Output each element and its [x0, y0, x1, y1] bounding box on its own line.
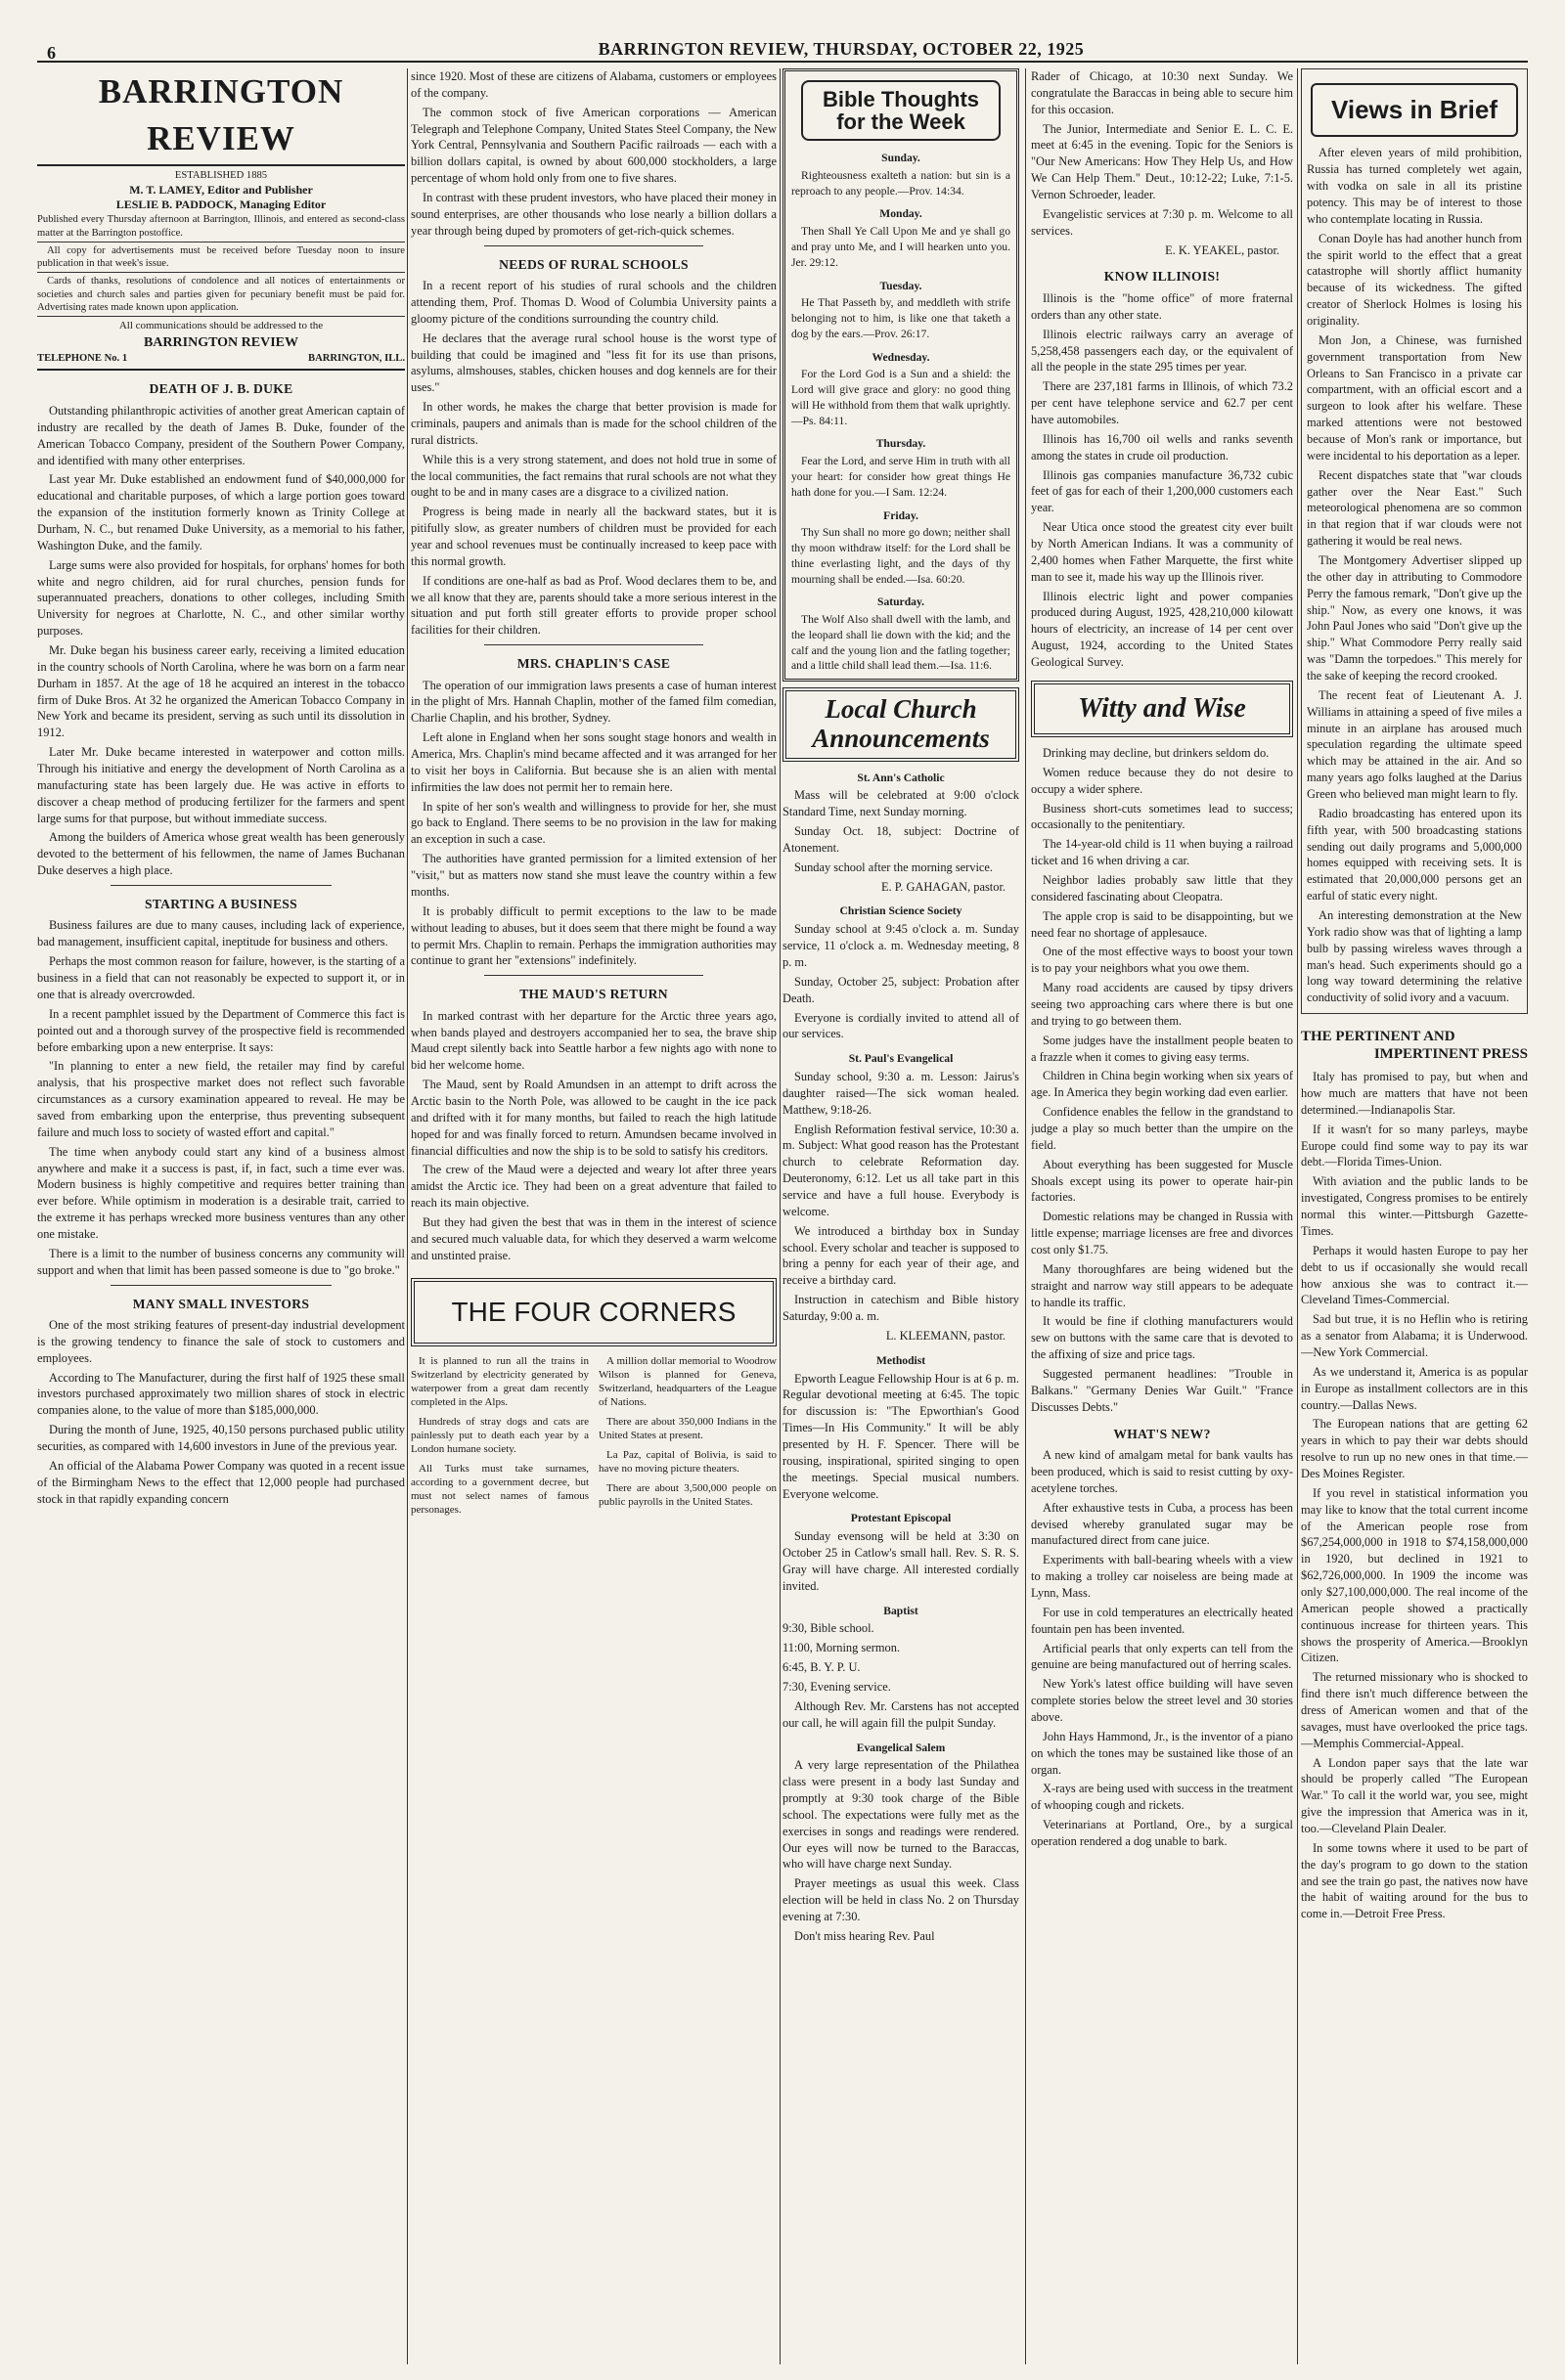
news-item: Artificial pearls that only experts can tell from the genuine are being manufactured out of herring scales. [1031, 1641, 1293, 1672]
paragraph: Prayer meetings as usual this week. Class election will be held in class No. 2 on Thursday evening at 7:30. [782, 1876, 1019, 1924]
verse: For the Lord God is a Sun and a shield: the Lord will give grace and glory: no good thing will He withhold from them that walk uprightly.—Ps. 84:11. [791, 368, 1010, 427]
paragraph: Illinois electric light and power companies produced during August, 1925, 428,210,000 kilowatt hours of electricity, an increase of 14 per cent over August, 1924, according to the United States Geological Survey. [1031, 589, 1293, 669]
quip: Some judges have the installment people beaten to a frazzle when it comes to giving easy terms. [1031, 1033, 1293, 1064]
church-name: Protestant Episcopal [850, 1512, 952, 1525]
paragraph: Perhaps the most common reason for failure, however, is the starting of a business in a field that can not reasonably be expected to support it, or in one that is already overcrowded. [37, 954, 405, 1001]
paragraph: Epworth League Fellowship Hour is at 6 p. m. Regular devotional meeting at 6:45. The topic for discussion is: "The Epworthian's Good Times—In His Community." It will be ably presented by H. F. Spencer. There will be rousing, inspirational, spirited singing to open the meetings. Special musical numbers. Everyone welcome. [782, 1371, 1019, 1501]
paragraph: In a recent report of his studies of rural schools and the children attending them, Prof. Thomas D. Wood of Columbia University paints a gloomy picture of the conditions surrounding the country child. [411, 279, 777, 326]
paragraph: A very large representation of the Philathea class were present in a body last Sunday and promptly at 9:30 took charge of the Bible school. The expectations were fully met as the exercises in songs and readings were rendered. Our eyes will now be turned to the Baraccas, who will have charge next Sunday. [782, 1758, 1019, 1872]
views-in-brief-box [1301, 68, 1528, 1014]
news-item: X-rays are being used with success in the treatment of whooping cough and rickets. [1031, 1782, 1293, 1813]
news-item: New York's latest office building will have seven complete stories below the street level and 30 stories above. [1031, 1677, 1293, 1724]
page-number: 6 [47, 43, 56, 63]
divider [111, 1285, 332, 1286]
four-corners [411, 1354, 777, 1523]
paragraph: All Turks must take surnames, according to a government decree, but must not select names of famous personages. [411, 1463, 589, 1517]
paragraph: The crew of the Maud were a dejected and weary lot after three years amidst the Arctic ice. They had been on a great adventure that failed to reach its main objective. [411, 1163, 777, 1211]
news-item: After exhaustive tests in Cuba, a process has been devised whereby granulated sugar may be manufactured direct from cane juice. [1031, 1500, 1293, 1548]
view-item: The recent feat of Lieutenant A. J. Williams in attaining a speed of five miles a minute in an airplane has aroused much speculation regarding the ultimate speed which may be attained in the air. And so many years ago folks laughed at the Darius Green who believed man might learn to fly. [1307, 687, 1522, 802]
day-label: Friday. [883, 508, 918, 522]
paragraph: There are 237,181 farms in Illinois, of which 73.2 per cent have telephone service and 62.7 per cent have automobiles. [1031, 379, 1293, 426]
paragraph: Illinois has 16,700 oil wells and ranks seventh among the states in crude oil production. [1031, 431, 1293, 463]
paragraph: Instruction in catechism and Bible history Saturday, 9:00 a. m. [782, 1293, 1019, 1324]
paragraph: But they had given the best that was in them in the interest of science and secured much valuable data, for which they deserved a warm welcome and unstinted praise. [411, 1215, 777, 1262]
paragraph: In contrast with these prudent investors, who have placed their money in sound enterprises, are other thousands who lose nearly a billion dollars a year through being duped by promoters of get-rich-quick schemes. [411, 191, 777, 238]
paragraph: Sunday, October 25, subject: Probation after Death. [782, 974, 1019, 1005]
paragraph: Sunday school after the morning service. [794, 859, 994, 874]
divider [111, 885, 332, 886]
paragraph: It is planned to run all the trains in Switzerland by electricity generated by waterpower from a great dam recently completed in the Alps. [411, 1354, 589, 1408]
press-quote: With aviation and the public lands to be investigated, Congress promises to be entirely normal this winter.—Pittsburgh Gazette-Times. [1301, 1174, 1528, 1238]
press-quote: The European nations that are getting 62 years in which to pay their war debts should resolve to run up no new ones in that time.—Des Moines Register. [1301, 1417, 1528, 1480]
press-quote: The returned missionary who is shocked to find there isn't much difference between the dress of American women and that of the savages, must have overlooked the price tags.—Memphis Commercial-Appeal. [1301, 1670, 1528, 1750]
masthead-title: BARRINGTON REVIEW [37, 68, 405, 166]
paragraph: since 1920. Most of these are citizens of Alabama, customers or employees of the company. [411, 69, 777, 100]
paragraph: Illinois is the "home office" of more fraternal orders than any other state. [1031, 290, 1293, 322]
pastor-signature: L. KLEEMANN, pastor. [885, 1328, 1006, 1343]
day-label: Monday. [879, 207, 922, 221]
article-title: MANY SMALL INVESTORS [132, 1296, 310, 1311]
running-head: BARRINGTON REVIEW, THURSDAY, OCTOBER 22, 1925 [598, 39, 1085, 59]
pertinent-title-line-2: IMPERTINENT PRESS [1373, 1046, 1528, 1063]
press-quote: Italy has promised to pay, but when and how much are matters that have not been determined.—Indianapolis Star. [1301, 1070, 1528, 1117]
quip: One of the most effective ways to boost your town is to pay your neighbors what you owe them. [1031, 945, 1293, 976]
paragraph: The common stock of five American corporations — American Telegraph and Telephone Company, United States Steel Company, the New York Central, Pennsylvania and Southern Pacific railroads — each with a billion dollars capital, is owned by about 600,000 stockholders, a large percentage of whom hold only from one to five shares. [411, 105, 777, 186]
press-quote: A London paper says that the late war should be properly called "The European War." To call it the world war, you see, might give the impression that America was in it, too.—Cleveland Plain Dealer. [1301, 1755, 1528, 1835]
press-quote: As we understand it, America is as popular in Europe as installment collectors are in this country.—Dallas News. [1301, 1364, 1528, 1412]
paragraph: One of the most striking features of present-day industrial development is the growing tendency to finance the sale of stock to customers and employees. [37, 1318, 405, 1365]
telephone: TELEPHONE No. 1 [37, 353, 128, 365]
four-corners-title: THE FOUR CORNERS [411, 1278, 777, 1346]
paragraph: Illinois gas companies manufacture 36,732 cubic feet of gas for each of their 1,200,000 customers each year. [1031, 467, 1293, 515]
pertinent-press-title [1301, 1028, 1528, 1063]
quip: Suggested permanent headlines: "Trouble in Balkans." "Germany Denies War Guilt." "France Discusses Debts." [1031, 1367, 1293, 1414]
article-title: KNOW ILLINOIS! [1103, 269, 1221, 285]
news-item: John Hays Hammond, Jr., is the inventor of a piano on which the tones may be sustained like those of an organ. [1031, 1729, 1293, 1777]
article-title: NEEDS OF RURAL SCHOOLS [499, 256, 689, 272]
news-item: Experiments with ball-bearing wheels with a view to making a trolley car noiseless are being made at Lynn, Mass. [1031, 1553, 1293, 1600]
paragraph: The authorities have granted permission for a limited extension of her "visit," but as matters now stand she must leave the country within a few months. [411, 852, 777, 899]
address-name: BARRINGTON REVIEW [143, 335, 299, 351]
paragraph: According to The Manufacturer, during the first half of 1925 these small investors purchased approximately two million shares of stock in electric companies alone, to the value of more than $185,000,000. [37, 1370, 405, 1418]
paragraph: Sunday school at 9:45 o'clock a. m. Sunday service, 11 o'clock a. m. Wednesday meeting, 8 p. m. [782, 922, 1019, 969]
quip: Many thoroughfares are being widened but the straight and narrow way still appears to be adequate to handle its traffic. [1031, 1261, 1293, 1309]
copy-note: All copy for advertisements must be received before Tuesday noon to insure publication in that week's issue. [37, 242, 405, 270]
quip: The 14-year-old child is 11 when buying a railroad ticket and 16 when driving a car. [1031, 837, 1293, 868]
paragraph: "In planning to enter a new field, the retailer may find by careful analysis, that his prospective market does not reflect such favorable circumstances as a cursory examination appeared to reveal. He may be saved from embarking upon the enterprise, thus preventing subsequent failure and much loss to society of wasted effort and capital." [37, 1059, 405, 1139]
church-name: St. Ann's Catholic [857, 771, 945, 784]
view-item: The Montgomery Advertiser slipped up the other day in attributing to Commodore Perry the famous remark, "Don't give up the ship." Now, as every one knows, it was John Paul Jones who said "Don't give up the ship." What Commodore Perry really said was "Damn the torpedoes." This merely for the sake of keeping the record crooked. [1307, 552, 1522, 683]
paragraph: Mass will be celebrated at 9:00 o'clock Standard Time, next Sunday morning. [782, 788, 1019, 819]
quip: About everything has been suggested for Muscle Shoals except using its power to operate hair-pin factories. [1031, 1157, 1293, 1205]
church-name: Methodist [875, 1353, 926, 1367]
church-name: Baptist [883, 1604, 918, 1617]
publication-note: Published every Thursday afternoon at Barrington, Illinois, and entered as second-class matter at the Barrington postoffice. [37, 214, 405, 239]
article-title: THE MAUD'S RETURN [519, 987, 668, 1002]
quip: Children in China begin working when six years of age. In America they begin working dad even earlier. [1031, 1069, 1293, 1100]
day-label: Tuesday. [879, 279, 922, 292]
paragraph: There are about 350,000 Indians in the United States at present. [599, 1415, 777, 1442]
divider [484, 644, 703, 645]
paragraph: Left alone in England when her sons sought stage honors and wealth in America, Mrs. Chaplin's mind became affected and it was arranged for her to visit her boys in California. But because she is an alien with mental infirmities the law does not permit her to remain here. [411, 730, 777, 794]
view-item: Mon Jon, a Chinese, was furnished government transportation from New Orleans to San Francisco in a private car compartment, with an official escort and a surgeon to look after his welfare. These marked attentions were not bestowed because of Mon's rank or importance, but were incidental to his deportation as a leper. [1307, 332, 1522, 463]
verse: Thy Sun shall no more go down; neither shall thy moon withdraw itself: for the Lord shall be thine everlasting light, and the days of thy mourning shall be ended.—Isa. 60:20. [791, 526, 1010, 586]
telephone-row [37, 352, 405, 371]
views-in-brief-title: Views in Brief [1311, 83, 1518, 137]
verse: The Wolf Also shall dwell with the lamb, and the leopard shall lie down with the kid; and the calf and the young lion and the fatling together; and a little child shall lead them.—Isa. 11:6. [791, 613, 1010, 673]
paragraph: Sunday school, 9:30 a. m. Lesson: Jairus's daughter raised—The sick woman healed. Matthew, 9:18-26. [782, 1070, 1019, 1117]
paragraph: Illinois electric railways carry an average of 5,258,458 passengers each day, or the equivalent of all the people in the state 295 times per year. [1031, 327, 1293, 375]
church-name: Christian Science Society [839, 904, 962, 918]
paragraph: In marked contrast with her departure for the Arctic three years ago, when bands played and destroyers accompanied her to sea, the brave ship Maud crept silently back into Seattle harbor a few nights ago with none to bid her welcome home. [411, 1008, 777, 1073]
paragraph: Outstanding philanthropic activities of another great American captain of industry are recalled by the death of James B. Duke, founder of the American Tobacco Company, president of the Southern Power Company, and identified with many other enterprises. [37, 403, 405, 467]
bible-thoughts-title: Bible Thoughts for the Week [801, 80, 1001, 141]
editor-line: M. T. LAMEY, Editor and Publisher [129, 183, 313, 198]
paragraph: A million dollar memorial to Woodrow Wilson is planned for Geneva, Switzerland, headquarters of the League of Nations. [599, 1354, 777, 1408]
column-rule [1297, 68, 1298, 2364]
quip: It would be fine if clothing manufacturers would sew on buttons with the same care that is devoted to the affixing of size and price tags. [1031, 1314, 1293, 1362]
paragraph: Progress is being made in nearly all the backward states, but it is pitifully slow, as greater numbers of children must be provided for each year and school revenues must be continually increased to keep pace with this normal growth. [411, 505, 777, 568]
article-title: WHAT'S NEW? [1113, 1426, 1211, 1441]
column-1 [37, 68, 405, 2364]
column-3 [782, 68, 1019, 2364]
quip: Many road accidents are caused by tipsy drivers seeing two approaching cars where there is but one and trying to go between them. [1031, 981, 1293, 1028]
pastor-signature: E. P. GAHAGAN, pastor. [880, 879, 1006, 894]
paragraph: Evangelistic services at 7:30 p. m. Welcome to all services. [1031, 206, 1293, 238]
paragraph: Later Mr. Duke became interested in waterpower and cotton mills. Through his initiative and energy the development of North Carolina as a manufacturing state has been largely due. He was active in efforts to discover a cheap method of producing fertilizer for the farmers and spent large sums for that purpose, but without immediate success. [37, 745, 405, 825]
paragraph: La Paz, capital of Bolivia, is said to have no moving picture theaters. [599, 1449, 777, 1476]
paragraph: During the month of June, 1925, 40,150 persons purchased public utility securities, as compared with 14,600 investors in June of the previous year. [37, 1423, 405, 1454]
paragraph: An official of the Alabama Power Company was quoted in a recent issue of the Birmingham News to the effect that 12,000 people had purchased stock in that rapidly expanding concern [37, 1458, 405, 1506]
day-label: Thursday. [875, 437, 926, 451]
header-rule [37, 61, 1528, 63]
paragraph: If conditions are one-half as bad as Prof. Wood declares them to be, and we all know that they are, parents should take a more serious interest in the situation and put forth still greater efforts to provide proper school facilities for their children. [411, 573, 777, 638]
managing-editor-line: LESLIE B. PADDOCK, Managing Editor [115, 198, 327, 212]
paragraph: The operation of our immigration laws presents a case of human interest in the plight of Mrs. Hannah Chaplin, mother of the famed film comedian, Charlie Chaplin, and his brother, Sydney. [411, 678, 777, 726]
paragraph: The Junior, Intermediate and Senior E. L. C. E. meet at 6:45 in the evening. Topic for the Seniors is "Our New Americans: How They Help Us, and How We Can Help Them." Deut., 10:12-22; Luke, 7:1-5. Vernon Schroeder, leader. [1031, 121, 1293, 202]
paragraph: While this is a very strong statement, and does not hold true in some of the local communities, the fact remains that rural schools are not what they ought to be and in many cases are a disgrace to a civilized nation. [411, 452, 777, 500]
paragraph: It is probably difficult to permit exceptions to the law to be made without leading to abuses, but it does seem that there might be found a way to permit Mrs. Chaplin to remain. Perhaps the immigration authorities may continue to grant her "extensions" indefinitely. [411, 904, 777, 968]
paragraph: We introduced a birthday box in Sunday school. Every scholar and teacher is supposed to bring a penny for each year of their age, and receive a birthday card. [782, 1223, 1019, 1288]
schedule-item: 11:00, Morning sermon. [782, 1641, 900, 1655]
paragraph: Hundreds of stray dogs and cats are painlessly put to death each year by a London humane society. [411, 1415, 589, 1456]
church-announcements-title: Local Church Announcements [782, 687, 1019, 761]
quip: Drinking may decline, but drinkers seldom do. [1043, 745, 1270, 760]
cards-note: Cards of thanks, resolutions of condolence and all notices of entertainments or societies and church sales and parties given for pecuniary benefit must be paid for. Advertising rates made known upon application. [37, 272, 405, 314]
pertinent-title-line-1: THE PERTINENT AND [1301, 1029, 1455, 1045]
paragraph: Mr. Duke began his business career early, receiving a limited education in the country schools of North Carolina, where he was born on a farm near Durham in 1857. At the age of 18 he acquired an interest in the tobacco firm of Duke Bros. At 32 he organized the American Tobacco Company in New York and became its president, serving as such until its dissolution in 1912. [37, 642, 405, 740]
paragraph: He declares that the average rural school house is the worst type of building that could be imagined and "less fit for its use than prisons, asylums, almshouses, stables, chicken houses and dog kennels are for their uses." [411, 331, 777, 395]
press-quote: Sad but true, it is no Heflin who is retiring as a senator from Alabama; it is Underwood.—New York Commercial. [1301, 1312, 1528, 1359]
quip: Women reduce because they do not desire to occupy a wider sphere. [1031, 765, 1293, 796]
day-label: Saturday. [877, 595, 924, 609]
column-rule [407, 68, 408, 2364]
schedule-item: 9:30, Bible school. [782, 1621, 874, 1636]
city: BARRINGTON, ILL. [308, 353, 405, 365]
news-item: A new kind of amalgam metal for bank vaults has been produced, which is said to resist cutting by oxy-acetylene torches. [1031, 1448, 1293, 1495]
paragraph: Rader of Chicago, at 10:30 next Sunday. We congratulate the Baraccas in being able to secure him for this occasion. [1031, 69, 1293, 116]
column-2 [411, 68, 777, 2364]
quip: Neighbor ladies probably saw little that they considered fascinating about Cleopatra. [1031, 872, 1293, 904]
paragraph: Among the builders of America whose great wealth has been generously devoted to the betterment of his fellowmen, the name of James Buchanan Duke deserves a high place. [37, 830, 405, 878]
news-item: For use in cold temperatures an electrically heated fountain pen has been invented. [1031, 1605, 1293, 1636]
press-quote: If it wasn't for so many parleys, maybe Europe could find some way to pay its war debt.—Florida Times-Union. [1301, 1122, 1528, 1169]
paragraph: There is a limit to the number of business concerns any community will support and when that limit has been passed someone is due to "go broke." [37, 1246, 405, 1277]
church-name: St. Paul's Evangelical [848, 1052, 954, 1066]
paragraph: Although Rev. Mr. Carstens has not accepted our call, he will again fill the pulpit Sunday. [782, 1698, 1019, 1730]
view-item: An interesting demonstration at the New York radio show was that of lighting a lamp bulb by passing wireless waves through a man's head. Such experiments should go a long way toward determining the relative conductivity of solid ivory and a vacuum. [1307, 908, 1522, 1005]
address-line: All communications should be addressed to the [37, 316, 405, 333]
quip: The apple crop is said to be disappointing, but we need fear no shortage of applesauce. [1031, 908, 1293, 940]
paragraph: In a recent pamphlet issued by the Department of Commerce this fact is pointed out and a thorough survey of the prospective field is recommended before embarking upon a new enterprise. It says: [37, 1006, 405, 1054]
bible-thoughts-box [782, 68, 1019, 682]
column-rule [1025, 68, 1026, 2364]
paragraph: In spite of her son's wealth and willingness to provide for her, she must go back to England. There seems to be no provision in the law for making an exception in such a case. [411, 799, 777, 847]
paragraph: Business failures are due to many causes, including lack of experience, bad management, insufficient capital, ineptitude for business and others. [37, 918, 405, 949]
column-4 [1031, 68, 1293, 2364]
day-label: Sunday. [881, 152, 920, 165]
quip: Domestic relations may be changed in Russia with little expense; marriage licenses are free and divorces cost only $1.75. [1031, 1210, 1293, 1256]
divider [484, 975, 703, 976]
press-quote: Perhaps it would hasten Europe to pay her debt to us if occasionally she would recall how anxious she was to contract it.—Cleveland Times-Commercial. [1301, 1243, 1528, 1307]
view-item: Recent dispatches state that "war clouds gather over the Near East." Such meteorological phenomena are so common in that region that if war clouds were not gathering it would be real news. [1307, 467, 1522, 549]
paragraph: Sunday Oct. 18, subject: Doctrine of Atonement. [782, 824, 1019, 855]
view-item: After eleven years of mild prohibition, Russia has turned completely wet again, with vodka on sale in all its pristine potency. This may be of interest to those who contemplate locating in Russia. [1307, 146, 1522, 226]
paragraph: Sunday evensong will be held at 3:30 on October 25 in Catlow's small hall. Rev. S. R. S. Gray will have charge. All interested cordially invited. [782, 1529, 1019, 1593]
paragraph: Last year Mr. Duke established an endowment fund of $40,000,000 for educational and charitable purposes, of which a large portion goes toward the expansion of the institution formerly known as Trinity College at Durham, N. C., but renamed Duke University, as a memorial to his father, Washington Duke, and the family. [37, 472, 405, 552]
verse: Fear the Lord, and serve Him in truth with all your heart: for consider how great things He hath done for you.—I Sam. 12:24. [791, 455, 1010, 499]
paragraph: Everyone is cordially invited to attend all of our services. [782, 1010, 1019, 1041]
witty-and-wise-title: Witty and Wise [1031, 681, 1293, 737]
four-corners-left [411, 1354, 589, 1523]
paragraph: There are about 3,500,000 people on public payrolls in the United States. [599, 1482, 777, 1509]
view-item: Radio broadcasting has entered upon its fifth year, with 500 broadcasting stations sending out daily programs and 5,000,000 homes equipped with receiving sets. It is estimated that 20,000,000 persons get an earful of static every night. [1307, 806, 1522, 904]
established-line: ESTABLISHED 1885 [174, 170, 268, 182]
paragraph: Near Utica once stood the greatest city ever built by North American Indians. It was a community of 2,400 homes when Father Marquette, the first white man to see it, made his way up the Illinois river. [1031, 520, 1293, 584]
church-name: Evangelical Salem [856, 1741, 946, 1754]
quip: Confidence enables the fellow in the grandstand to judge a play so much better than the umpire on the field. [1031, 1105, 1293, 1152]
paragraph: English Reformation festival service, 10:30 a. m. Subject: What good reason has the Protestant church to celebrate Reformation day. Deuteronomy, 6:12. Let us all take part in this service and have a full house. Everybody is welcome. [782, 1122, 1019, 1218]
verse: Then Shall Ye Call Upon Me and ye shall go and pray unto Me, and I will hearken unto you. Jer. 29:12. [791, 225, 1010, 269]
quip: Business short-cuts sometimes lead to success; occasionally to the penitentiary. [1031, 801, 1293, 832]
column-rule [780, 68, 781, 2364]
article-title: DEATH OF J. B. DUKE [149, 381, 293, 397]
paragraph: The time when anybody could start any kind of a business almost anywhere and make it a success is past, if, in fact, such a time ever was. Modern business is highly competitive and requires better training than ever before. While optimism in moderation is a desirable trait, carried to the extreme it has perhaps wrecked more business ventures than any other one mistake. [37, 1144, 405, 1241]
schedule-item: 7:30, Evening service. [782, 1679, 891, 1694]
verse: He That Passeth by, and meddleth with strife belonging not to him, is like one that taketh a dog by the ears.—Prov. 26:17. [791, 296, 1010, 340]
news-item: Veterinarians at Portland, Ore., by a surgical operation rendered a dog unable to bark. [1031, 1818, 1293, 1848]
column-5 [1301, 68, 1528, 2364]
four-corners-right [599, 1354, 777, 1523]
schedule-item: 6:45, B. Y. P. U. [782, 1660, 861, 1675]
article-title: MRS. CHAPLIN'S CASE [516, 656, 671, 672]
paragraph: Large sums were also provided for hospitals, for orphans' homes for both white and negro children, aid for rural churches, pension funds for superannuated preachers, donations to other colleges, including Smith University for negroes at Charlotte, N. C., and other similar worthy purposes. [37, 557, 405, 639]
paragraph: Don't miss hearing Rev. Paul [794, 1928, 935, 1943]
paragraph: In other words, he makes the charge that better provision is made for criminals, paupers and animals than is made for the school children of the rural districts. [411, 400, 777, 447]
press-quote: If you revel in statistical information you may like to know that the total current income of the American people rose from $67,254,000,000 in 1918 to $74,158,000,000 in 1920, but declined in 1921 to $62,726,000,000. In 1909 the income was only $27,100,000,000. The real income of the American people showed a practically continuous increase for thirteen years. This shows the prosperity of America.—Brooklyn Citizen. [1301, 1485, 1528, 1665]
article-title: STARTING A BUSINESS [144, 897, 298, 911]
pastor-signature: E. K. YEAKEL, pastor. [1165, 242, 1279, 257]
divider [484, 245, 703, 246]
verse: Righteousness exalteth a nation: but sin is a reproach to any people.—Prov. 14:34. [791, 168, 1010, 198]
press-quote: In some towns where it used to be part of the day's program to go down to the station and see the train go past, the natives now have the habit of waiting around for the bus to come in.—Detroit Free Press. [1301, 1840, 1528, 1921]
view-item: Conan Doyle has had another hunch from the spirit world to the effect that a great catastrophe will shortly afflict humanity because of its wickedness. The gifted creator of Sherlock Holmes is losing his originality. [1307, 231, 1522, 328]
paragraph: The Maud, sent by Roald Amundsen in an attempt to drift across the Arctic basin to the North Pole, was allowed to be caught in the ice pack and drifted with it for many months, but failed to reach the high latitude hoped for and was finally forced to return. Amundsen became involved in financial difficulties and now the ship is to be sold to satisfy his creditors. [411, 1078, 777, 1158]
day-label: Wednesday. [872, 350, 930, 364]
